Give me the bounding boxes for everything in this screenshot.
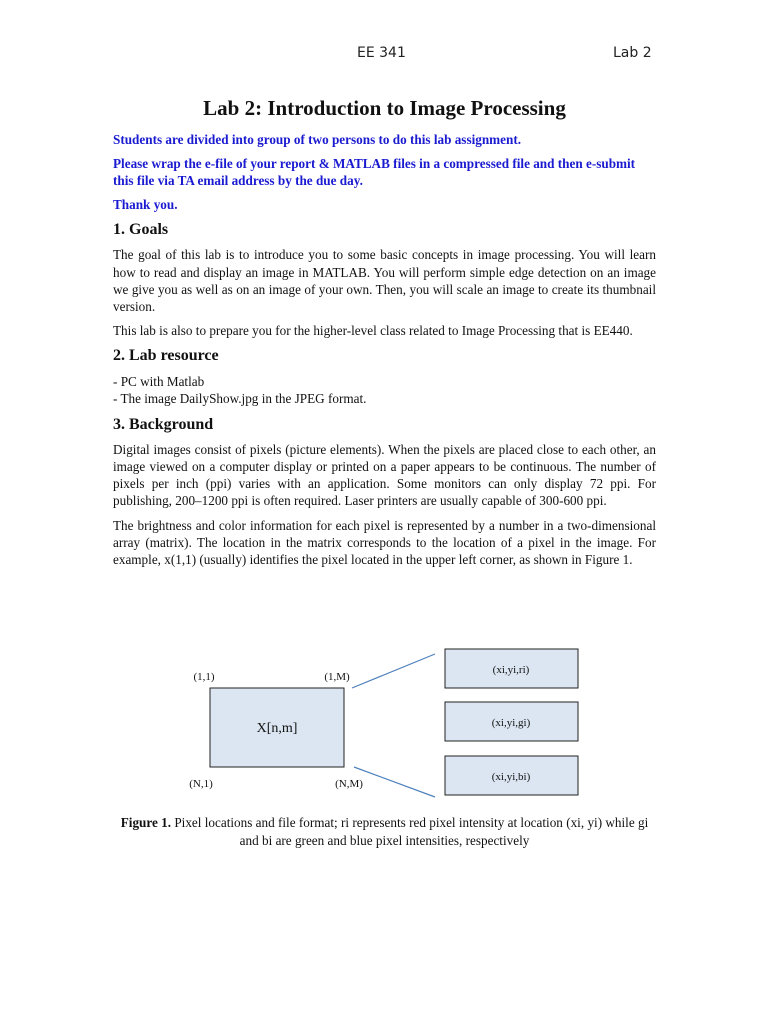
list-item: - The image DailyShow.jpg in the JPEG format. xyxy=(113,390,367,406)
corner-label-bottom-left: (N,1) xyxy=(189,778,213,790)
notice-thanks: Thank you. xyxy=(113,197,178,213)
page-title: Lab 2: Introduction to Image Processing xyxy=(203,96,566,120)
background-paragraph: The brightness and color information for each pixel is represented by a number in a two-dimensional array (matrix). The location in the matrix corresponds to the location of a pixel in the image. For example, x(1,1) (usually) identifies the pixel located in the upper left corner, as shown in Figure 1. xyxy=(113,517,656,567)
corner-label-top-right: (1,M) xyxy=(324,671,350,683)
channel-label-red: (xi,yi,ri) xyxy=(492,664,530,676)
section-heading-resource: 2. Lab resource xyxy=(113,347,219,365)
caption-text: Pixel locations and file format; ri represents red pixel intensity at location (xi, yi) while gi and bi are green and blue pixel intensities, respectively xyxy=(171,815,649,848)
connector-line-bottom xyxy=(354,767,435,797)
notice-groups: Students are divided into group of two persons to do this lab assignment. xyxy=(113,132,522,148)
document-body xyxy=(113,96,656,575)
resource-list xyxy=(113,373,656,407)
goals-paragraph: The goal of this lab is to introduce you to some basic concepts in image processing. You will learn how to read and display an image in MATLAB. You will perform simple edge detection on an image we give you as well as on an image of your own. Then, you will scale an image to create its thumbnail version. xyxy=(113,247,656,314)
channel-label-blue: (xi,yi,bi) xyxy=(491,771,531,783)
caption-label: Figure 1. xyxy=(120,815,172,830)
notice-submission: Please wrap the e-file of your report & MATLAB files in a compressed file and then e-submit this file via TA email address by the due day. xyxy=(113,156,636,189)
background-paragraph: Digital images consist of pixels (picture elements). When the pixels are placed close to each other, an image viewed on a computer display or printed on a paper appears to be continuous. The number of pixels per inch (ppi) varies with an application. Some monitors can only display 72 ppi. For publishing, 200–1200 ppi is often required. Laser printers are usually capable of 300-600 ppi. xyxy=(113,441,656,509)
section-heading-goals: 1. Goals xyxy=(113,221,169,239)
header-course: EE 341 xyxy=(357,45,406,61)
figure-pixel-diagram xyxy=(180,640,590,810)
list-item: - PC with Matlab xyxy=(113,373,205,389)
channel-label-green: (xi,yi,gi) xyxy=(491,717,531,729)
header-lab: Lab 2 xyxy=(613,45,652,61)
matrix-label: X[n,m] xyxy=(256,721,298,736)
connector-line-top xyxy=(352,654,435,688)
corner-label-bottom-right: (N,M) xyxy=(335,778,363,790)
corner-label-top-left: (1,1) xyxy=(193,671,215,683)
section-heading-background: 3. Background xyxy=(113,415,214,433)
figure-caption xyxy=(113,814,656,850)
goals-paragraph: This lab is also to prepare you for the higher-level class related to Image Processing that is EE440. xyxy=(113,323,633,339)
